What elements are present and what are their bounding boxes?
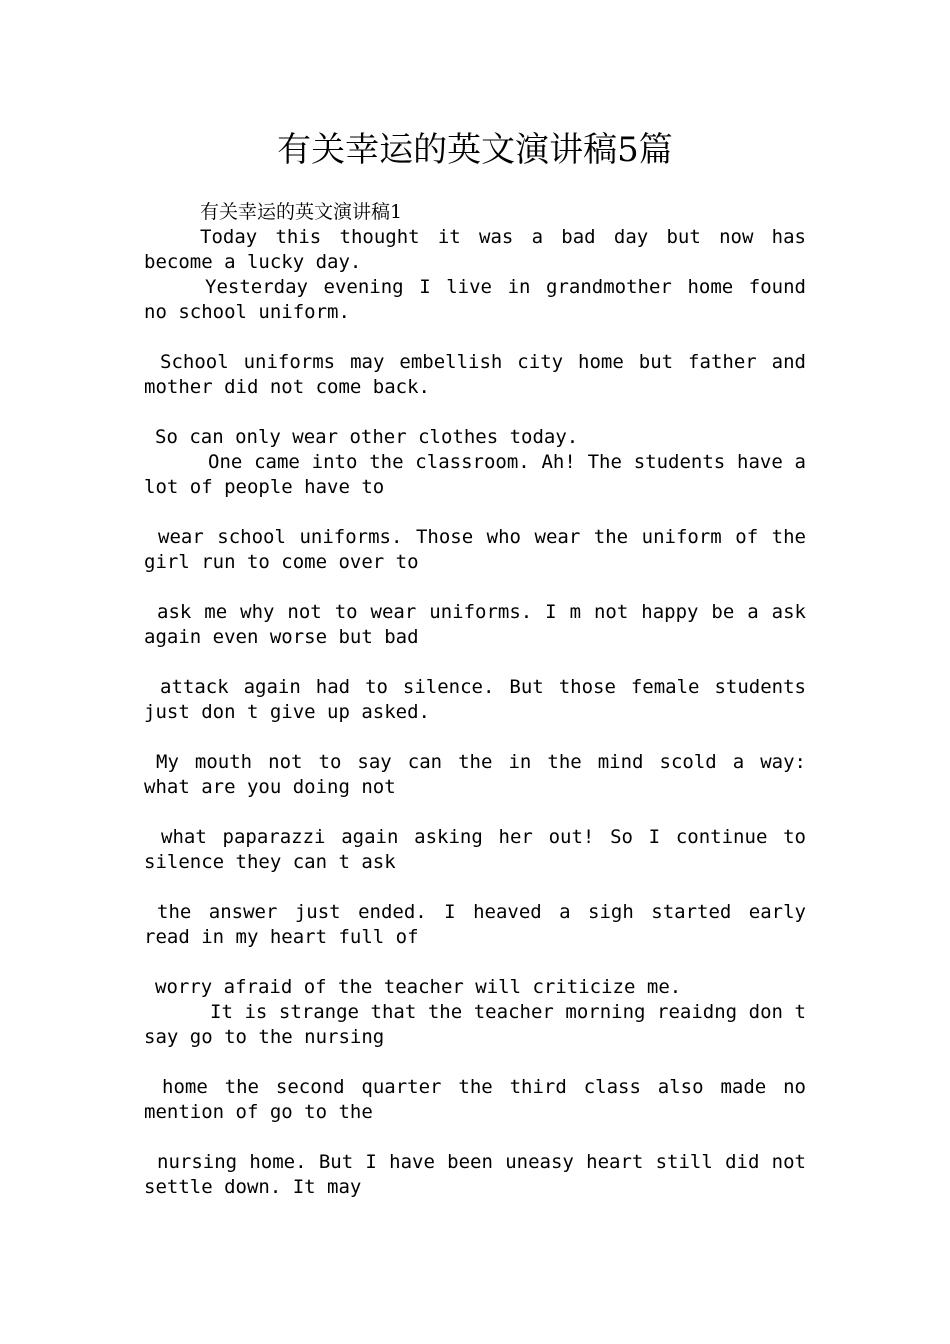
paragraph: wear school uniforms. Those who wear the uniform of the girl run to come over to xyxy=(144,526,806,573)
document-title: 有关幸运的英文演讲稿5篇 xyxy=(277,130,673,170)
section-heading: 有关幸运的英文演讲稿1 xyxy=(200,201,403,223)
paragraph-gap xyxy=(144,400,806,425)
paragraph: School uniforms may embellish city home but father and mother did not come back. xyxy=(144,351,806,398)
paragraph: My mouth not to say can the in the mind scold a way: what are you doing not xyxy=(144,751,806,798)
paragraph: nursing home. But I have been uneasy heart still did not settle down. It may xyxy=(144,1151,806,1198)
paragraph: It is strange that the teacher morning reaidng don t say go to the nursing xyxy=(144,1001,806,1048)
paragraph: Yesterday evening I live in grandmother home found no school uniform. xyxy=(144,276,806,323)
paragraph: home the second quarter the third class also made no mention of go to the xyxy=(144,1076,806,1123)
paragraph: worry afraid of the teacher will criticize me. xyxy=(155,976,682,998)
paragraph: So can only wear other clothes today. xyxy=(155,426,579,448)
paragraph-gap xyxy=(144,800,806,825)
paragraph-gap xyxy=(144,650,806,675)
paragraph-gap xyxy=(144,725,806,750)
paragraph: attack again had to silence. But those female students just don t give up asked. xyxy=(144,676,806,723)
paragraph-gap xyxy=(144,875,806,900)
paragraph-gap xyxy=(144,325,806,350)
paragraph-gap xyxy=(144,575,806,600)
paragraph-gap xyxy=(144,500,806,525)
document-body xyxy=(144,200,806,1200)
paragraph-gap xyxy=(144,950,806,975)
paragraph: what paparazzi again asking her out! So I continue to silence they can t ask xyxy=(144,826,806,873)
paragraph: One came into the classroom. Ah! The students have a lot of people have to xyxy=(144,451,806,498)
paragraph: Today this thought it was a bad day but now has become a lucky day. xyxy=(144,226,806,273)
paragraph-gap xyxy=(144,1050,806,1075)
paragraph: the answer just ended. I heaved a sigh started early read in my heart full of xyxy=(144,901,806,948)
paragraph-gap xyxy=(144,1125,806,1150)
paragraph: ask me why not to wear uniforms. I m not happy be a ask again even worse but bad xyxy=(144,601,806,648)
